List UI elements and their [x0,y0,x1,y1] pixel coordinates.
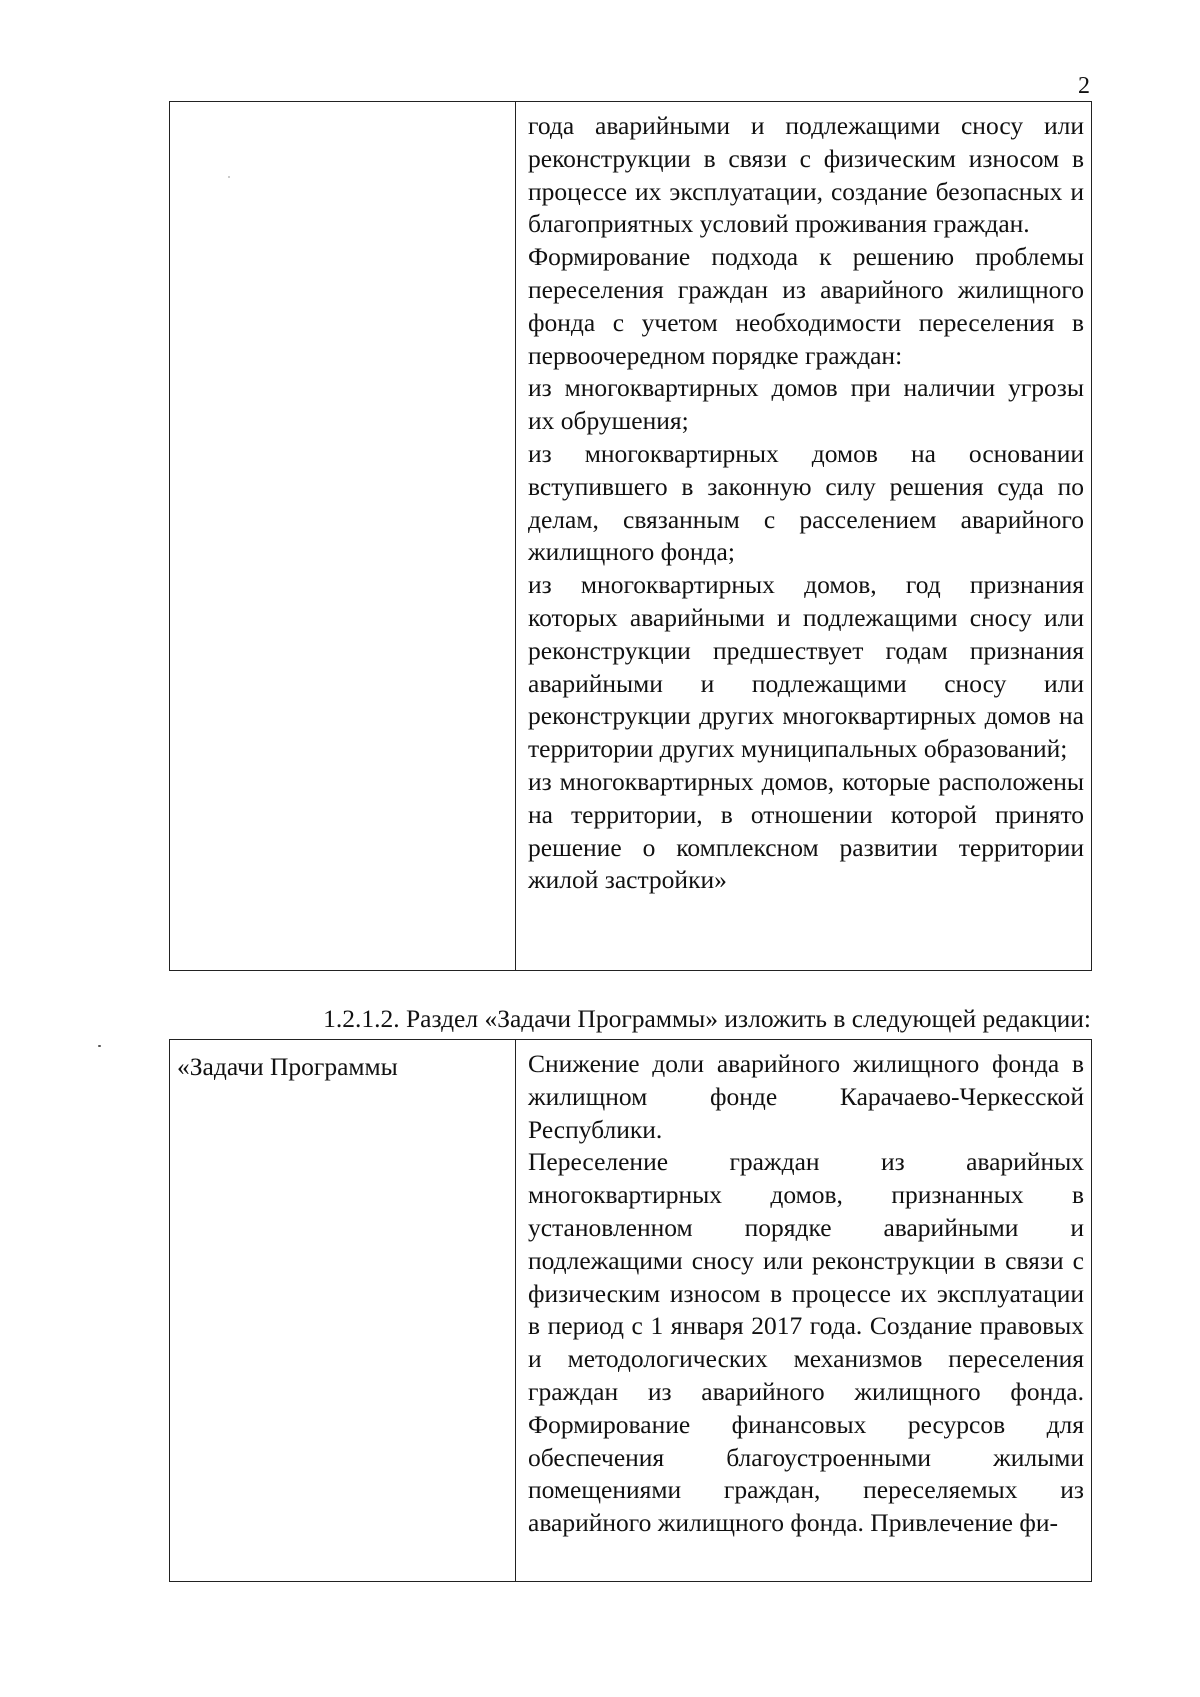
paragraph: из многоквартирных домов, которые расположены на территории, в отношении которой принято решение о комплексном развитии территории жилой застройки» [528,766,1084,895]
table-row [170,102,1092,971]
table-right-cell [516,1040,1092,1582]
scan-speck [228,176,230,178]
tasks-heading: «Задачи Программы [177,1052,398,1081]
instruction-paragraph: 1.2.1.2. Раздел «Задачи Программы» изложить в следующей редакции: [323,1004,1091,1033]
right-cell-text [516,1040,1091,1540]
table-left-cell [170,1040,516,1582]
paragraph: из многоквартирных домов при наличии угрозы их обрушения; [528,373,1084,436]
right-cell-text [516,102,1091,897]
paragraph: года аварийными и подлежащими сносу или реконструкции в связи с физическим износом в процессе их эксплуатации, создание безопасных и благоприятных условий проживания граждан. [528,111,1084,239]
paragraph: Снижение доли аварийного жилищного фонда в жилищном фонде Карачаево-Черкесской Республики. [528,1049,1084,1144]
table-left-cell [170,102,516,971]
paragraph: Формирование подхода к решению проблемы переселения граждан из аварийного жилищного фонда с учетом необходимости переселения в первоочередном порядке граждан: [528,242,1084,370]
table-right-cell [516,102,1092,971]
paragraph: Переселение граждан из аварийных многоквартирных домов, признанных в установленном порядке аварийными и подлежащими сносу или реконструкции в связи с физическим износом в процессе их эксплуатации в период с 1 января 2017 года. Создание правовых и методологических механизмов переселения граждан из аварийного жилищного фонда. Формирование финансовых ресурсов для обеспечения благоустроенными жилыми помещениями граждан, переселяемых из аварийного жилищного фонда. Привлечение фи- [528,1147,1084,1538]
table-row [170,1040,1092,1582]
scan-speck [98,1045,101,1047]
program-table-continued [169,101,1092,971]
paragraph: из многоквартирных домов, год признания которых аварийными и подлежащими сносу или реконструкции предшествует годам признания аварийными и подлежащими сносу или реконструкции других многоквартирных домов на территории других муниципальных образований; [528,570,1084,764]
left-cell-text [170,102,515,113]
paragraph: из многоквартирных домов на основании вступившего в законную силу решения суда по делам, связанным с расселением аварийного жилищного фонда; [528,438,1084,567]
program-tasks-table [169,1039,1092,1582]
page-number: 2 [1078,73,1090,99]
